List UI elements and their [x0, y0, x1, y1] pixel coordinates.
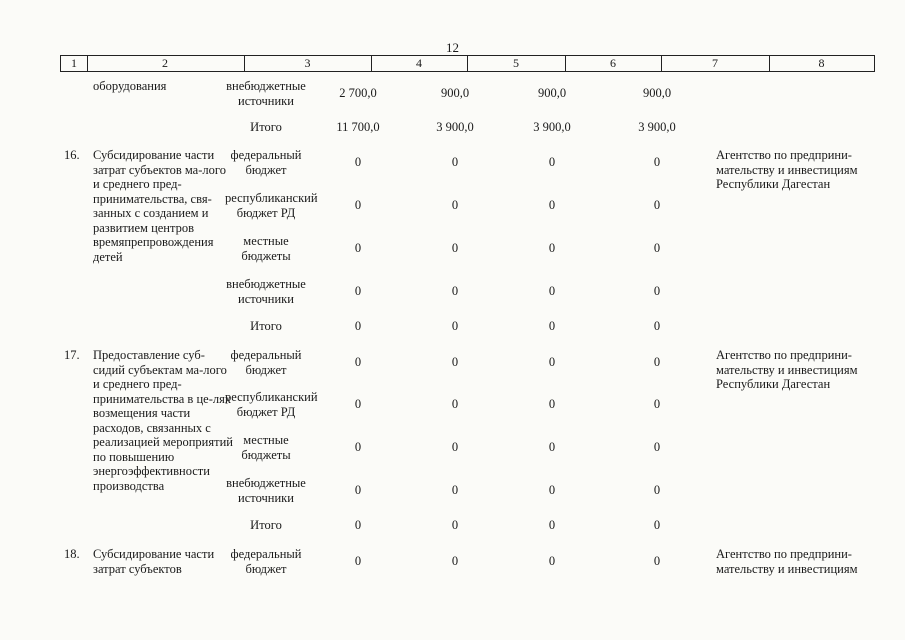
value-col-4: 0: [354, 518, 362, 532]
source: Итого: [250, 518, 282, 532]
value-col-4: 0: [354, 483, 362, 497]
item-name: Субсидирование части затрат субъектов ма-лого и среднего пред-принимательства, свя-занных с созданием и развитием центров времяпрепровождения детей: [93, 148, 226, 264]
source: федеральный бюджет: [230, 148, 302, 177]
value-col-5: 0: [451, 284, 459, 298]
header-col-2: 2: [86, 55, 245, 72]
item-agency: Агентство по предприни-мательству и инвестициям Республики Дагестан: [716, 148, 858, 191]
value-col-6: 0: [548, 284, 556, 298]
value-col-7: 0: [653, 355, 661, 369]
value-col-7: 0: [653, 554, 661, 568]
value-col-5: 0: [451, 198, 459, 212]
value-col-5: 0: [451, 554, 459, 568]
header-col-7: 7: [661, 55, 770, 72]
value-col-6: 0: [548, 518, 556, 532]
value-col-6: 0: [548, 483, 556, 497]
value-col-4: 0: [354, 440, 362, 454]
value-col-5: 0: [451, 355, 459, 369]
source: федеральный бюджет: [230, 348, 302, 377]
header-col-6: 6: [565, 55, 662, 72]
header-col-3: 3: [244, 55, 372, 72]
value-col-7: 0: [653, 198, 661, 212]
value-col-7: 0: [653, 397, 661, 411]
source: Итого: [250, 120, 282, 134]
value-col-6: 0: [548, 241, 556, 255]
source: республиканский бюджет РД: [225, 390, 318, 419]
value-col-5: 0: [451, 241, 459, 255]
value-col-6: 0: [548, 198, 556, 212]
value-col-7: 0: [653, 518, 661, 532]
value-col-7: 0: [653, 440, 661, 454]
value-col-6: 0: [548, 397, 556, 411]
value-col-6: 0: [548, 440, 556, 454]
item-index: 18.: [64, 547, 80, 561]
value-col-6: 0: [548, 355, 556, 369]
value-col-5: 0: [451, 518, 459, 532]
item-agency: Агентство по предприни-мательству и инвестициям: [716, 547, 858, 576]
value-col-7: 3 900,0: [638, 120, 676, 134]
value-col-7: 900,0: [642, 86, 672, 100]
value-col-4: 0: [354, 355, 362, 369]
value-col-4: 0: [354, 284, 362, 298]
value-col-5: 0: [451, 155, 459, 169]
carry-name: оборудования: [93, 79, 167, 93]
value-col-6: 0: [548, 554, 556, 568]
value-col-4: 0: [354, 198, 362, 212]
value-col-5: 0: [451, 440, 459, 454]
value-col-5: 0: [451, 483, 459, 497]
value-col-6: 3 900,0: [533, 120, 571, 134]
value-col-4: 0: [354, 155, 362, 169]
value-col-7: 0: [653, 241, 661, 255]
table-header: [60, 55, 874, 72]
value-col-7: 0: [653, 284, 661, 298]
header-col-1: 1: [60, 55, 88, 72]
value-col-6: 0: [548, 319, 556, 333]
value-col-4: 0: [354, 241, 362, 255]
source: местные бюджеты: [241, 433, 291, 462]
value-col-7: 0: [653, 483, 661, 497]
header-col-5: 5: [467, 55, 566, 72]
value-col-4: 2 700,0: [339, 86, 377, 100]
item-index: 17.: [64, 348, 80, 362]
value-col-5: 900,0: [440, 86, 470, 100]
source: внебюджетные источники: [226, 79, 306, 108]
value-col-6: 0: [548, 155, 556, 169]
value-col-7: 0: [653, 319, 661, 333]
value-col-6: 900,0: [537, 86, 567, 100]
item-index: 16.: [64, 148, 80, 162]
value-col-4: 0: [354, 397, 362, 411]
value-col-5: 0: [451, 319, 459, 333]
source: местные бюджеты: [241, 234, 291, 263]
value-col-5: 0: [451, 397, 459, 411]
item-name: Субсидирование части затрат субъектов: [93, 547, 215, 576]
source: республиканский бюджет РД: [225, 191, 318, 220]
page-number: 12: [446, 40, 459, 55]
item-agency: Агентство по предприни-мательству и инвестициям Республики Дагестан: [716, 348, 858, 391]
source: внебюджетные источники: [226, 476, 306, 505]
value-col-5: 3 900,0: [436, 120, 474, 134]
source: Итого: [250, 319, 282, 333]
source: федеральный бюджет: [230, 547, 302, 576]
value-col-4: 11 700,0: [336, 120, 380, 134]
header-col-4: 4: [371, 55, 468, 72]
value-col-7: 0: [653, 155, 661, 169]
source: внебюджетные источники: [226, 277, 306, 306]
header-col-8: 8: [769, 55, 875, 72]
value-col-4: 0: [354, 554, 362, 568]
value-col-4: 0: [354, 319, 362, 333]
item-name: Предоставление суб-сидий субъектам ма-лого и среднего пред-принимательства в це-лях возмещения части расходов, связанных с реализацией мероприятий по повышению энергоэффективности производства: [93, 348, 233, 493]
